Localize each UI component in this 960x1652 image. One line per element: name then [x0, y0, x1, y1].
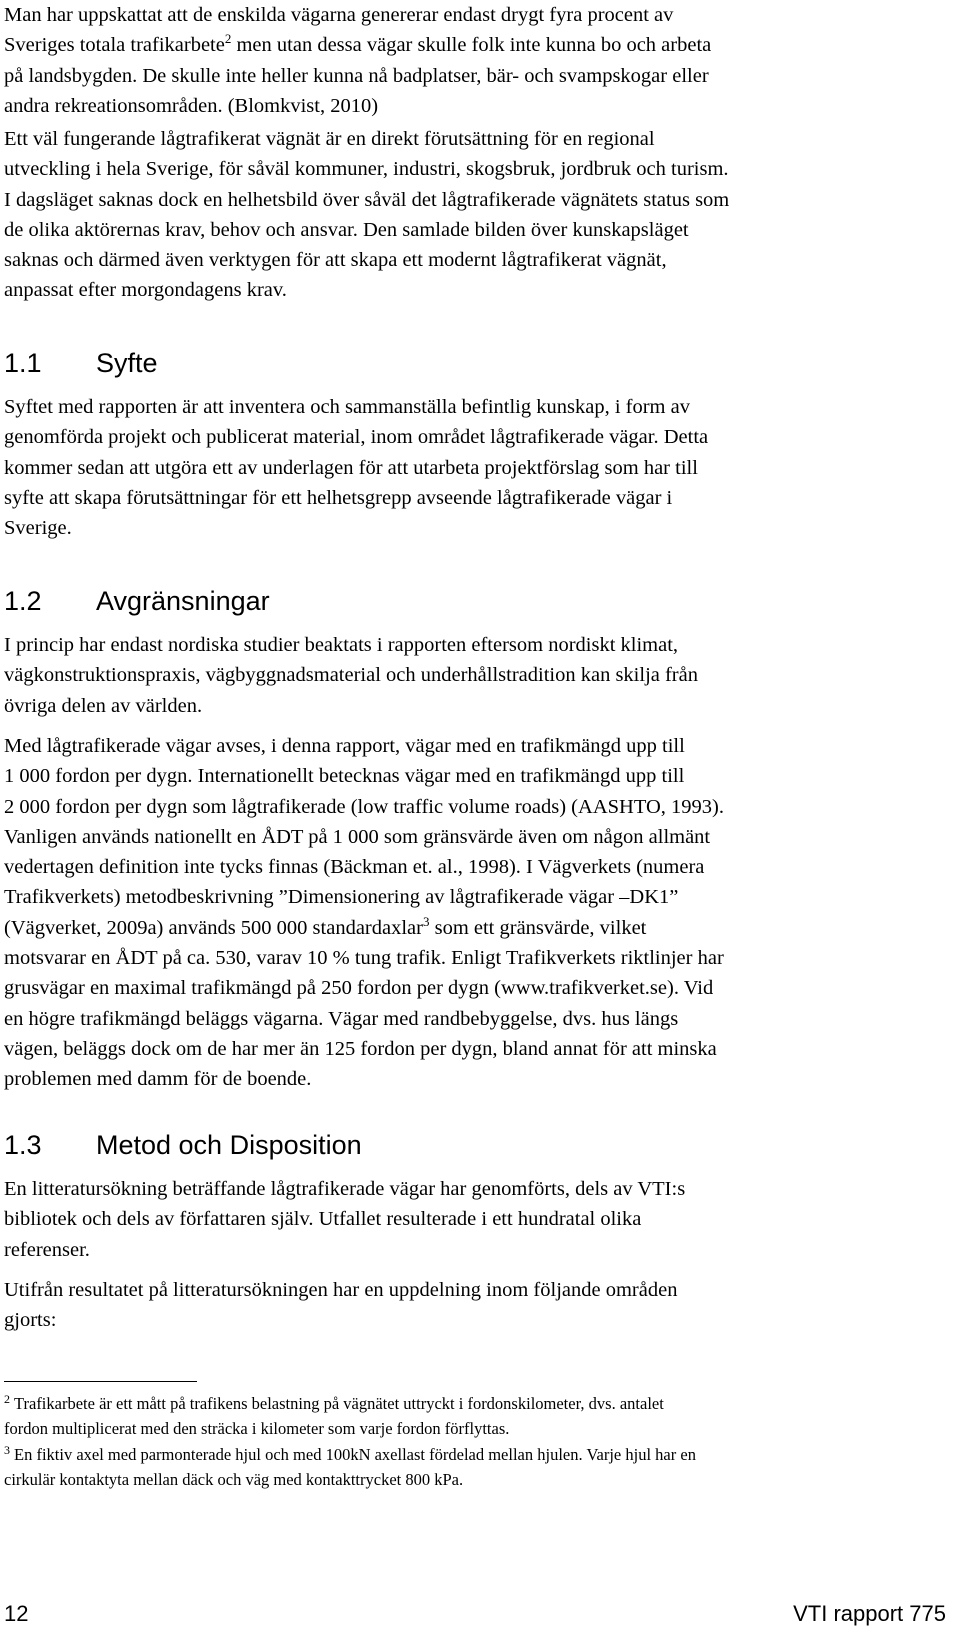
section-number: 1.3 — [4, 1130, 42, 1160]
section-title: Metod och Disposition — [96, 1130, 362, 1160]
footnote-3-mark: 3 — [4, 1442, 10, 1457]
intro-paragraph-2: Ett väl fungerande lågtrafikerat vägnät är en direkt förutsättning för en regional utveckling i hela Sverige, för såväl kommuner, industri, skogsbruk, jordbruk och turism. I dagsläget saknas dock en helhetsbild över såväl det lågtrafikerade vägnätets status som de olika aktörernas krav, behov och ansvar. Den samlade bilden över kunskapsläget saknas och därmed även verktygen för att skapa ett modernt lågtrafikerat vägnät, anpassat efter morgondagens krav. — [4, 128, 730, 302]
intro-paragraph-1 — [4, 0, 954, 121]
footnote-3 — [4, 1442, 954, 1492]
metod-paragraph-2: Utifrån resultatet på litteratursökningen har en uppdelning inom följande områden gjorts: — [4, 1279, 678, 1332]
avgransningar-paragraph-2-text-a: Med lågtrafikerade vägar avses, i denna rapport, vägar med en trafikmängd upp till 1 000 fordon per dygn. Internationellt betecknas vägar med en trafikmängd upp till 2 000 fordon per dygn som lågtrafikerade (low traffic volume roads) (AASHTO, 1993). Vanligen används nationellt en ÅDT på 1 000 som gränsvärde även om någon allmänt vedertagen definition inte tycks finnas (Bäckman et. al., 1998). I Vägverkets (numera Trafikverkets) metodbeskrivning ”Dimensionering av lågtrafikerade vägar –DK1” (Vägverket, 2009a) används 500 000 standardaxlar — [4, 735, 724, 939]
section-number: 1.1 — [4, 348, 42, 378]
footnote-ref-2: 2 — [224, 31, 232, 47]
footnote-ref-3: 3 — [422, 913, 430, 929]
section-heading-avgransningar — [4, 584, 270, 618]
report-label: VTI rapport 775 — [793, 1601, 946, 1626]
section-heading-metod — [4, 1128, 362, 1162]
section-heading-syfte — [4, 346, 158, 380]
page-number: 12 — [4, 1601, 29, 1626]
intro-paragraph-1-text-a: Man har uppskattat att de enskilda vägarna genererar endast drygt fyra procent av Sveriges totala trafikarbete — [4, 4, 674, 57]
footnote-divider — [4, 1381, 197, 1382]
metod-paragraph-1: En litteratursökning beträffande lågtrafikerade vägar har genomförts, dels av VTI:s bibliotek och dels av författaren själv. Utfallet resulterade i ett hundratal olika referenser. — [4, 1178, 686, 1261]
footnote-2-mark: 2 — [4, 1391, 10, 1406]
avgransningar-paragraph-2-text-b: som ett gränsvärde, vilket motsvarar en ÅDT på ca. 530, varav 10 % tung trafik. Enligt Trafikverkets riktlinjer har grusvägar en maximal trafikmängd på 250 fordon per dygn (www.trafikverket.se). Vid en högre trafikmängd beläggs vägarna. Vägar med randbebyggelse, dvs. hus längs vägen, beläggs dock om de har mer än 125 fordon per dygn, bland annat för att minska problemen med damm för de boende. — [4, 916, 724, 1091]
section-title: Avgränsningar — [96, 586, 270, 616]
section-title: Syfte — [96, 348, 158, 378]
footnote-2-text: Trafikarbete är ett mått på trafikens belastning på vägnätet uttryckt i fordonskilometer, dvs. antalet fordon multiplicerat med den sträcka i kilometer som varje fordon förflyttas. — [4, 1394, 664, 1438]
syfte-paragraph: Syftet med rapporten är att inventera och sammanställa befintlig kunskap, i form av genomförda projekt och publicerat material, inom området lågtrafikerade vägar. Detta kommer sedan att utgöra ett av underlagen för att utarbeta projektförslag som har till syfte att skapa förutsättningar för ett helhetsgrepp avseende lågtrafikerade vägar i Sverige. — [4, 396, 709, 540]
section-number: 1.2 — [4, 586, 42, 616]
avgransningar-paragraph-1: I princip har endast nordiska studier beaktats i rapporten eftersom nordiskt klimat, vägkonstruktionspraxis, vägbyggnadsmaterial och underhållstradition kan skilja från övriga delen av världen. — [4, 634, 698, 717]
footnote-2 — [4, 1391, 954, 1441]
avgransningar-paragraph-2 — [4, 731, 954, 1095]
intro-paragraph-1-text-b: men utan dessa vägar skulle folk inte kunna bo och arbeta på landsbygden. De skulle inte heller kunna nå badplatser, bär- och svampskogar eller andra rekreationsområden. (Blomkvist, 2010) — [4, 34, 712, 117]
footnote-3-text: En fiktiv axel med parmonterade hjul och med 100kN axellast fördelad mellan hjulen. Varje hjul har en cirkulär kontaktyta mellan däck och väg med kontakttrycket 800 kPa. — [4, 1445, 696, 1489]
